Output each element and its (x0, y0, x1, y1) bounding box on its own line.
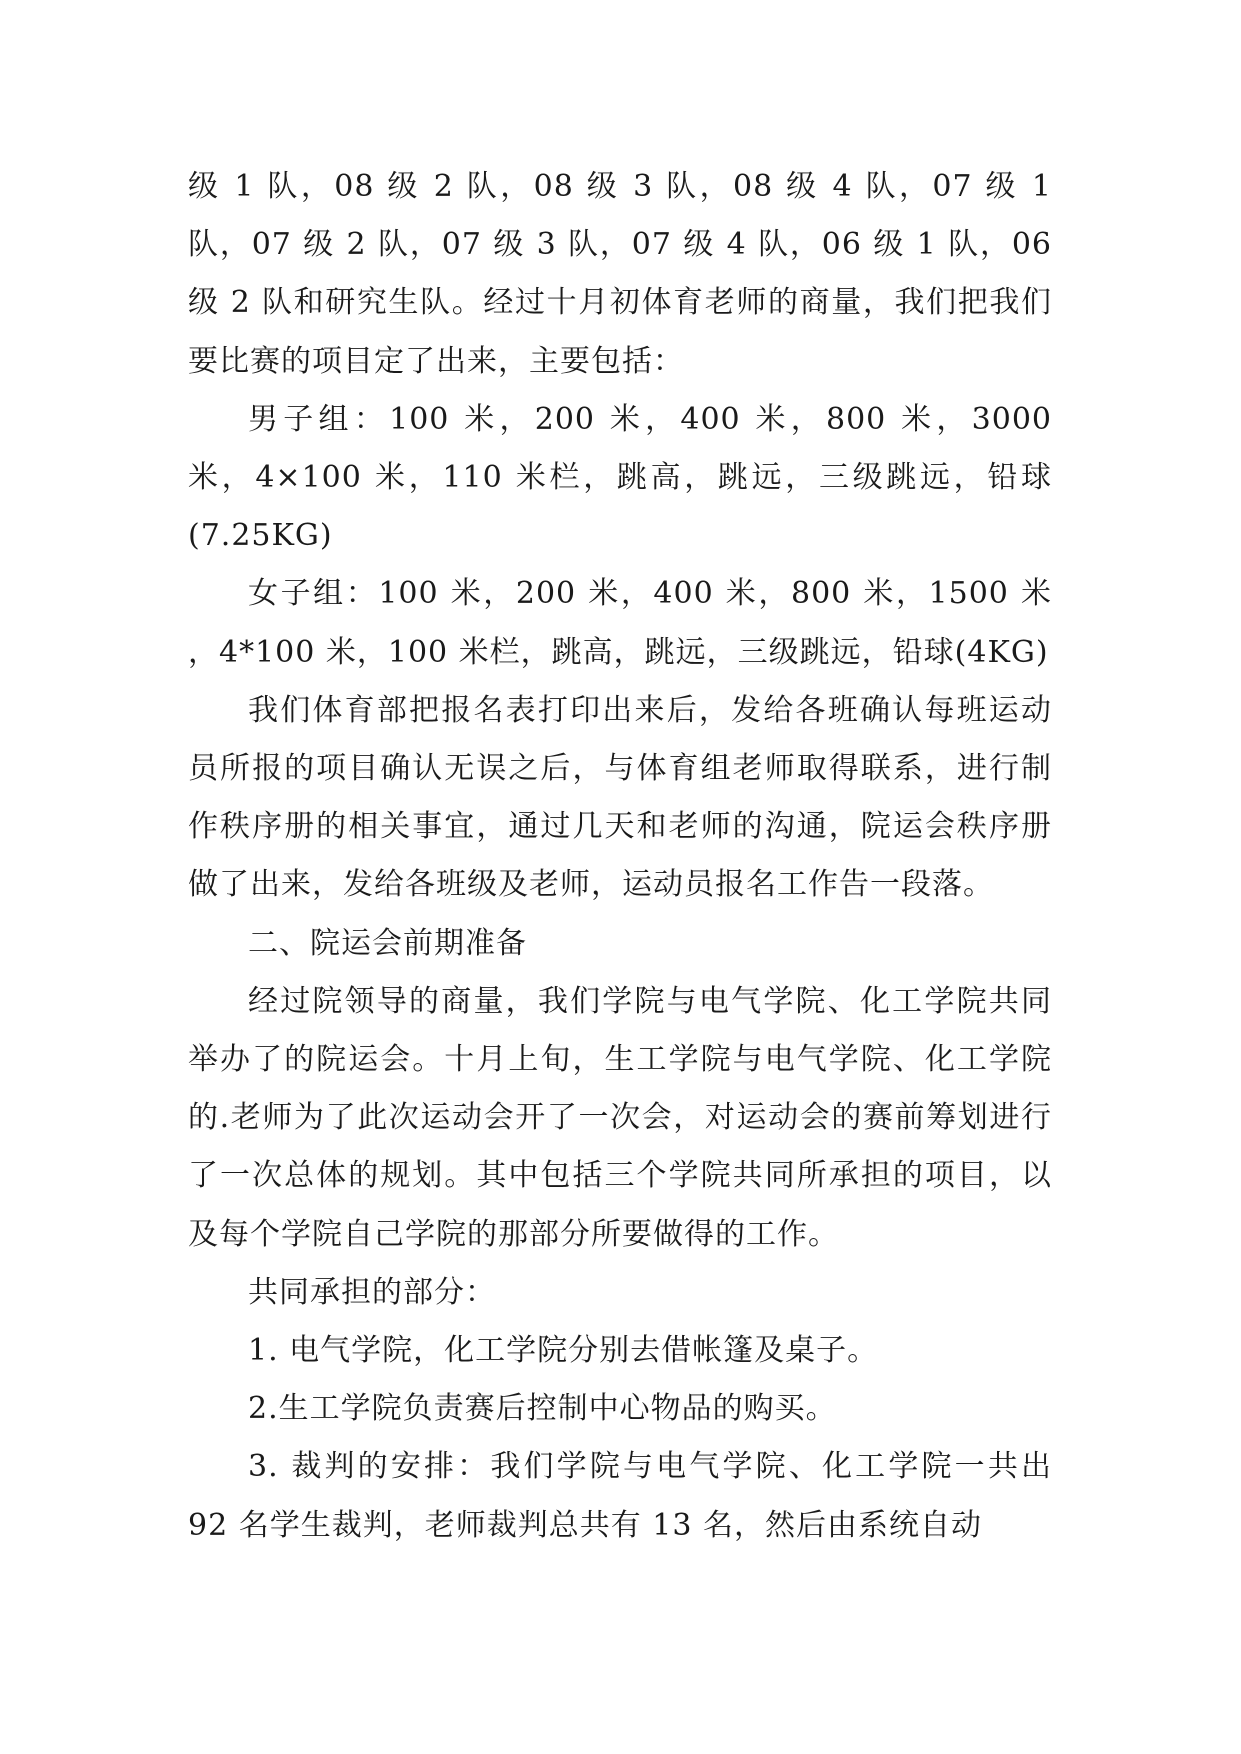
list-item-2: 2.生工学院负责赛后控制中心物品的购买。 (248, 1391, 837, 1427)
paragraph-shared-parts: 共同承担的部分： (248, 1274, 496, 1310)
list-item-1: 1. 电气学院，化工学院分别去借帐篷及桌子。 (248, 1333, 879, 1369)
paragraph-women-events: 女子组：100 米，200 米，400 米，800 米，1500 米 ，4*100 米，100 米栏，跳高，跳远，三级跳远，铅球(4KG) (188, 576, 1052, 670)
paragraph-joint-planning: 经过院领导的商量，我们学院与电气学院、化工学院共同举办了的院运会。十月上旬，生工学院与电气学院、化工学院的.老师为了此次运动会开了一次会，对运动会的赛前筹划进行了一次总体的规划。其中包括三个学院共同所承担的项目，以及每个学院自己学院的那部分所要做得的工作。 (188, 983, 1052, 1252)
paragraph-registration: 我们体育部把报名表打印出来后，发给各班确认每班运动员所报的项目确认无误之后，与体育组老师取得联系，进行制作秩序册的相关事宜，通过几天和老师的沟通，院运会秩序册做了出来，发给各班级及老师，运动员报名工作告一段落。 (188, 692, 1052, 903)
document-body (188, 158, 1052, 1555)
section-heading-preparation: 二、院运会前期准备 (248, 925, 527, 961)
paragraph-men-events: 男子组：100 米，200 米，400 米，800 米，3000 米，4×100 米，110 米栏，跳高，跳远，三级跳远，铅球(7.25KG) (188, 401, 1052, 554)
paragraph-teams: 级 1 队，08 级 2 队，08 级 3 队，08 级 4 队，07 级 1 队，07 级 2 队，07 级 3 队，07 级 4 队，06 级 1 队，06 级 2 队和研究生队。经过十月初体育老师的商量，我们把我们要比赛的项目定了出来，主要包括： (188, 169, 1052, 379)
list-item-3: 3. 裁判的安排：我们学院与电气学院、化工学院一共出 92 名学生裁判，老师裁判总共有 13 名，然后由系统自动 (188, 1449, 1052, 1543)
